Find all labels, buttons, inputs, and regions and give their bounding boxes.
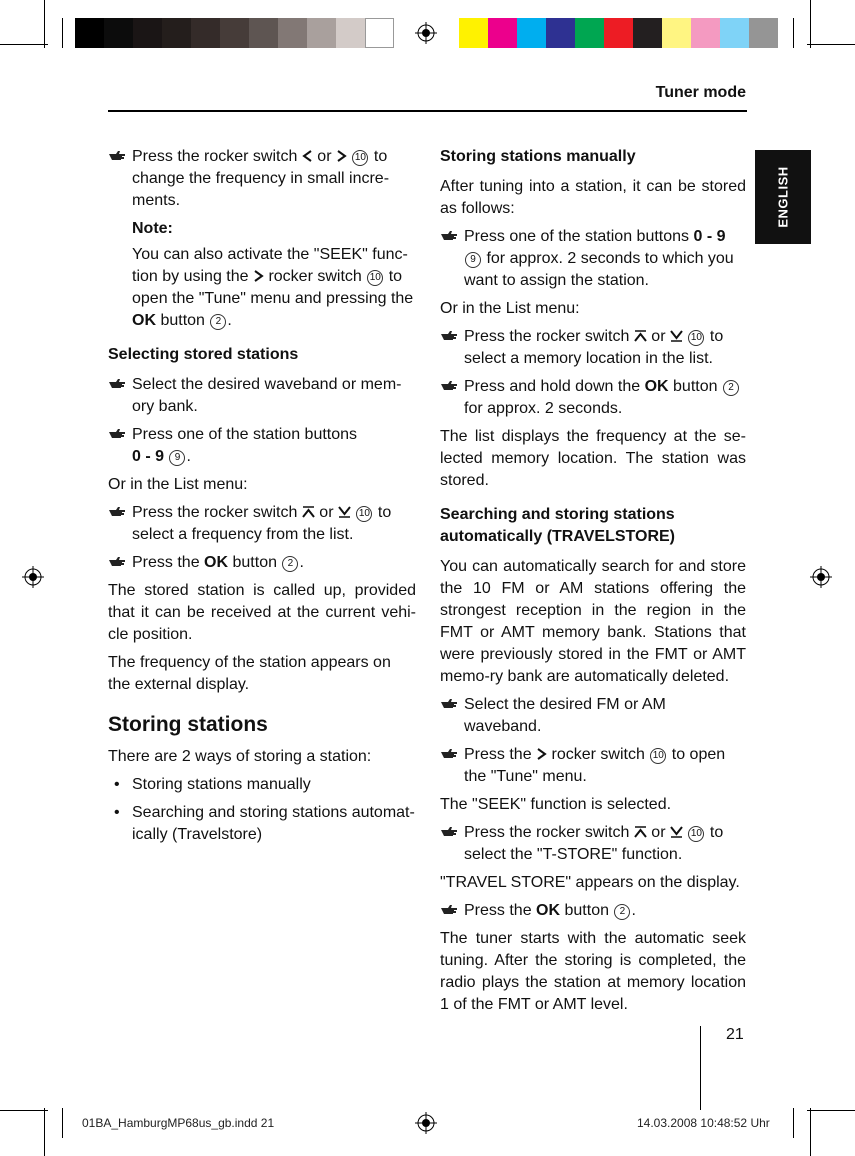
paragraph: Or in the List menu: (440, 300, 580, 317)
step: Press the OK button 2 . (440, 900, 746, 922)
pointing-hand-icon (440, 904, 458, 916)
crop-mark (807, 1110, 855, 1111)
language-tab (755, 150, 811, 244)
crop-mark (793, 18, 794, 48)
paragraph: The stored station is called up, provided that it can be received at the current vehi-cle position. (108, 582, 416, 643)
crop-mark (0, 44, 48, 45)
ref-number: 10 (352, 150, 368, 166)
step: Press the rocker switch 10 to open the "Tune" menu. (440, 744, 746, 788)
pointing-hand-icon (108, 428, 126, 440)
chevron-right-icon (536, 748, 547, 760)
chevron-right-icon (336, 150, 347, 162)
color-swatch (336, 18, 365, 48)
pointing-hand-icon (108, 556, 126, 568)
color-swatch (162, 18, 191, 48)
paragraph: "TRAVEL STORE" appears on the display. (440, 874, 740, 891)
crop-mark (44, 1108, 45, 1156)
chevron-down-icon (338, 506, 351, 518)
crop-mark (810, 1108, 811, 1156)
color-swatch (749, 18, 778, 48)
color-swatch (488, 18, 517, 48)
paragraph: Or in the List menu: (108, 476, 248, 493)
ref-number: 2 (723, 380, 739, 396)
color-swatch (604, 18, 633, 48)
chevron-up-icon (634, 826, 647, 838)
registration-mark-icon (415, 22, 437, 44)
color-swatch (459, 18, 488, 48)
step: Press the OK button 2 . (108, 552, 416, 574)
crop-mark (0, 1110, 48, 1111)
paragraph: The "SEEK" function is selected. (440, 796, 672, 813)
list-item: • Storing stations manually (108, 774, 416, 796)
footer-filename: 01BA_HamburgMP68us_gb.indd 21 (82, 1116, 275, 1130)
section-title: Storing stations (108, 713, 268, 736)
pointing-hand-icon (108, 150, 126, 162)
paragraph: The frequency of the station appears on the external display. (108, 654, 391, 693)
color-swatch (546, 18, 575, 48)
footer-rule (700, 1026, 701, 1110)
page-header-title: Tuner mode (655, 84, 746, 101)
chevron-up-icon (634, 330, 647, 342)
pointing-hand-icon (440, 698, 458, 710)
registration-mark-icon (810, 566, 832, 588)
chevron-down-icon (670, 826, 683, 838)
ref-number: 10 (367, 270, 383, 286)
right-column (440, 146, 746, 1022)
color-swatch (220, 18, 249, 48)
registration-mark-icon (415, 1112, 437, 1134)
crop-mark (810, 0, 811, 48)
registration-mark-icon (22, 566, 44, 588)
step: Press the rocker switch or 10 to select a frequency from the list. (108, 502, 416, 546)
ref-number: 2 (210, 314, 226, 330)
ref-number: 10 (688, 826, 704, 842)
crop-mark (44, 0, 45, 48)
ref-number: 10 (688, 330, 704, 346)
chevron-up-icon (302, 506, 315, 518)
color-swatch (249, 18, 278, 48)
crop-mark (62, 1108, 63, 1138)
color-swatch (691, 18, 720, 48)
step: Press the rocker switch or 10 to change the frequency in small incre-ments. (108, 146, 416, 212)
step: Press the rocker switch or 10 to select the "T-STORE" function. (440, 822, 746, 866)
color-swatch (662, 18, 691, 48)
page-number: 21 (726, 1026, 744, 1043)
paragraph: The list displays the frequency at the se-lected memory location. The station was stored. (440, 428, 746, 489)
note-title: Note: (132, 220, 173, 237)
note: Note: You can also activate the "SEEK" func-tion by using the rocker switch 10 to open the "Tune" menu and pressing the OK button 2 . (108, 218, 416, 332)
chevron-down-icon (670, 330, 683, 342)
section-heading: Searching and storing stations automatically (TRAVELSTORE) (440, 506, 675, 545)
footer-timestamp: 14.03.2008 10:48:52 Uhr (637, 1116, 770, 1130)
step: Press one of the station buttons 0 - 9 9 for approx. 2 seconds to which you want to assign the station. (440, 226, 746, 292)
crop-mark (793, 1108, 794, 1138)
color-swatch (575, 18, 604, 48)
header-rule (108, 110, 747, 112)
paragraph: The tuner starts with the automatic seek tuning. After the storing is completed, the radio plays the station at memory location 1 of the FMT or AMT level. (440, 930, 746, 1013)
pointing-hand-icon (108, 378, 126, 390)
color-swatch (633, 18, 662, 48)
paragraph: You can automatically search for and store the 10 FM or AM stations offering the strongest reception in the region in the FMT or AMT memory bank. Stations that were previously stored in the FMT or AMT memo-ry bank are automatically deleted. (440, 558, 746, 685)
color-swatch (75, 18, 104, 48)
paragraph: There are 2 ways of storing a station: (108, 748, 372, 765)
paragraph: After tuning into a station, it can be stored as follows: (440, 178, 746, 217)
ref-number: 10 (356, 506, 372, 522)
color-swatch (365, 18, 394, 48)
list-item: • Searching and storing stations automat-ically (Travelstore) (108, 802, 416, 846)
crop-mark (807, 44, 855, 45)
left-column (108, 146, 416, 852)
pointing-hand-icon (440, 230, 458, 242)
color-swatch (191, 18, 220, 48)
color-swatch (133, 18, 162, 48)
section-heading: Selecting stored stations (108, 346, 299, 363)
step: Press the rocker switch or 10 to select a memory location in the list. (440, 326, 746, 370)
ref-number: 2 (614, 904, 630, 920)
step: Select the desired waveband or mem-ory bank. (108, 374, 416, 418)
pointing-hand-icon (108, 506, 126, 518)
color-swatch (307, 18, 336, 48)
pointing-hand-icon (440, 826, 458, 838)
pointing-hand-icon (440, 380, 458, 392)
step: Select the desired FM or AM waveband. (440, 694, 746, 738)
ref-number: 9 (169, 450, 185, 466)
ref-number: 2 (282, 556, 298, 572)
ref-number: 9 (465, 252, 481, 268)
chevron-right-icon (253, 270, 264, 282)
color-swatch (104, 18, 133, 48)
language-tab-label: ENGLISH (775, 166, 791, 228)
color-swatch (278, 18, 307, 48)
step: Press one of the station buttons 0 - 9 9 . (108, 424, 416, 468)
pointing-hand-icon (440, 748, 458, 760)
color-swatch (517, 18, 546, 48)
pointing-hand-icon (440, 330, 458, 342)
section-heading: Storing stations manually (440, 148, 636, 165)
crop-mark (62, 18, 63, 48)
color-swatch (720, 18, 749, 48)
chevron-left-icon (302, 150, 313, 162)
step: Press and hold down the OK button 2 for approx. 2 seconds. (440, 376, 746, 420)
ref-number: 10 (650, 748, 666, 764)
